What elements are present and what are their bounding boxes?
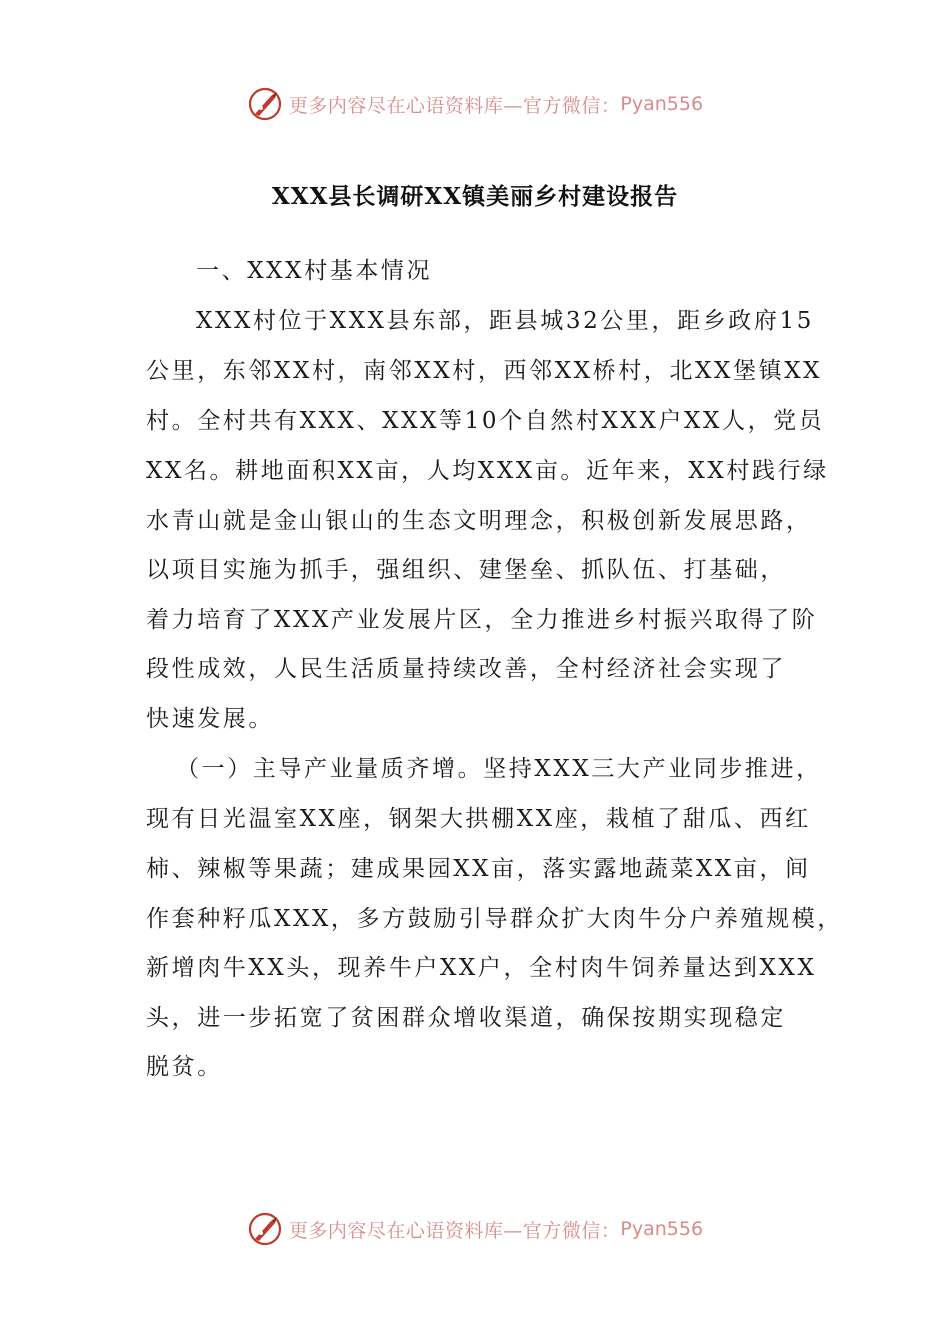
watermark-header (0, 82, 950, 126)
section-heading: 一、XXX村基本情况 (196, 258, 433, 284)
body-line: XX名。耕地面积XX亩，人均XXX亩。近年来，XX村践行绿 (146, 458, 829, 484)
body-line: 新增肉牛XX头，现养牛户XX户，全村肉牛饲养量达到XXX (146, 955, 817, 981)
subsection-line: （一）主导产业量质齐增。坚持XXX三大产业同步推进， (176, 756, 822, 782)
pen-nib-logo-icon (247, 86, 283, 122)
watermark-text: 更多内容尽在心语资料库—官方微信： (288, 1219, 621, 1242)
body-line: 柿、辣椒等果蔬；建成果园XX亩，落实露地蔬菜XX亩，间 (146, 856, 811, 882)
body-line: 快速发展。 (146, 706, 274, 732)
document-title: XXX县长调研XX镇美丽乡村建设报告 (271, 183, 679, 210)
body-line: 水青山就是金山银山的生态文明理念，积极创新发展思路， (146, 508, 812, 534)
watermark-text: 更多内容尽在心语资料库—官方微信： (288, 94, 621, 117)
body-line: 以项目实施为抓手，强组织、建堡垒、抓队伍、打基础， (146, 557, 786, 583)
body-line: 脱贫。 (146, 1054, 223, 1080)
body-line: 头，进一步拓宽了贫困群众增收渠道，确保按期实现稳定 (146, 1005, 786, 1031)
body-line: 现有日光温室XX座，钢架大拱棚XX座，栽植了甜瓜、西红 (146, 806, 811, 832)
body-line: 村。全村共有XXX、XXX等10个自然村XXX户XX人，党员 (146, 408, 825, 434)
pen-nib-logo-icon (247, 1211, 283, 1247)
body-line: 着力培育了XXX产业发展片区，全力推进乡村振兴取得了阶 (146, 607, 818, 633)
body-line: 段性成效，人民生活质量持续改善，全村经济社会实现了 (146, 656, 786, 682)
body-line: XXX村位于XXX县东部，距县城32公里，距乡政府15 (196, 308, 814, 334)
watermark-wechat-id: Pyan556 (620, 93, 704, 115)
watermark-wechat-id: Pyan556 (620, 1218, 704, 1240)
watermark-footer (0, 1207, 950, 1251)
body-line: 作套种籽瓜XXX，多方鼓励引导群众扩大肉牛分户养殖规模， (146, 906, 843, 932)
body-line: 公里，东邻XX村，南邻XX村，西邻XX桥村，北XX堡镇XX (146, 358, 823, 384)
